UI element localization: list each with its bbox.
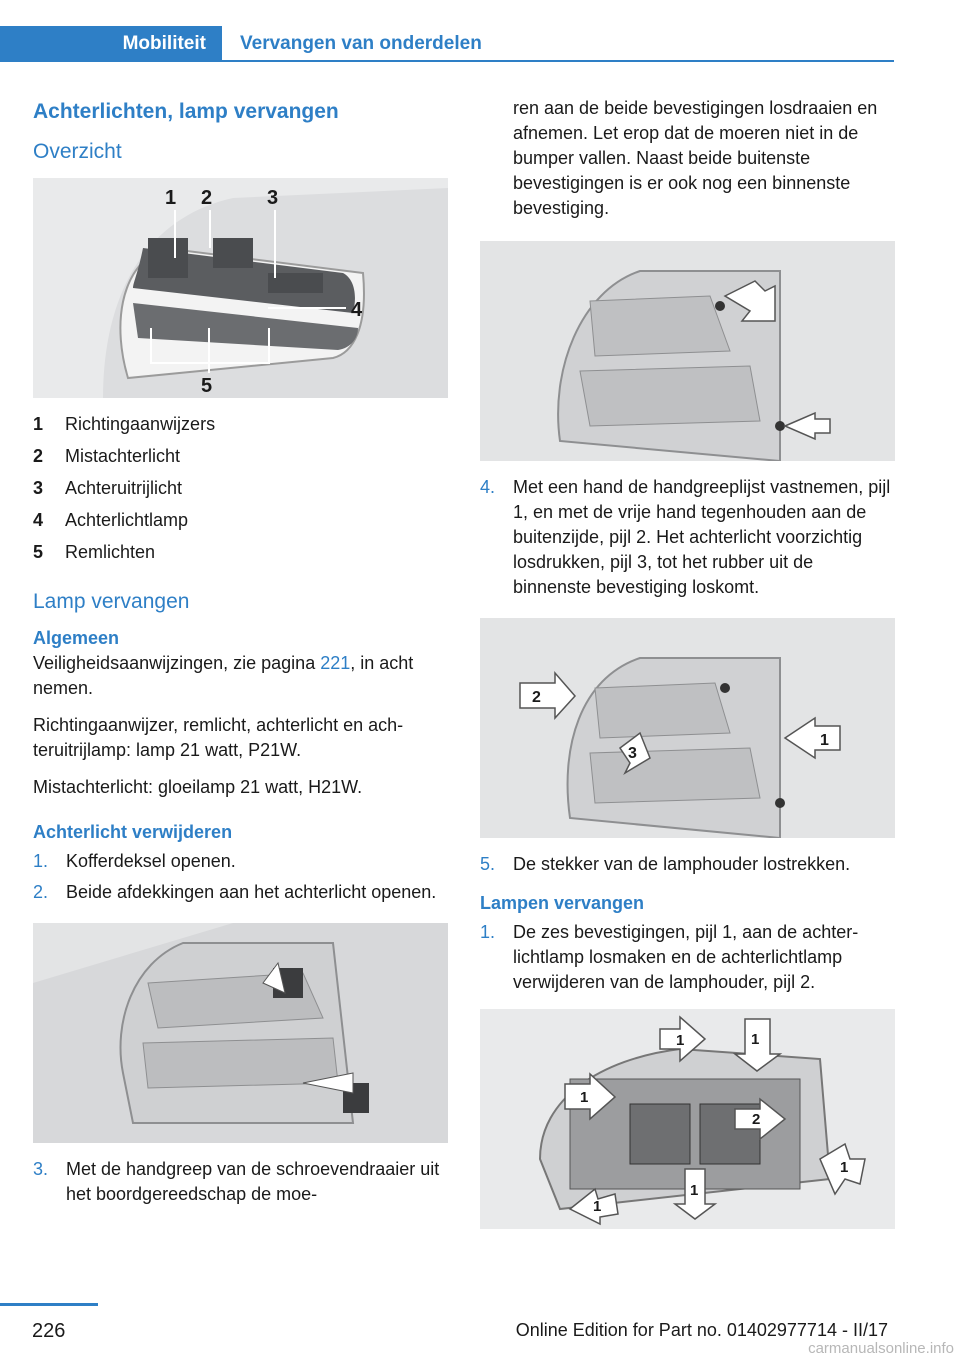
callout-1: 1 [580, 1089, 589, 1106]
callout-1: 1 [690, 1182, 699, 1199]
section-heading: Achterlichten, lamp vervangen [33, 100, 339, 123]
cover-figure [33, 923, 448, 1143]
callout-4: 4 [351, 299, 363, 321]
remove-heading: Achterlicht verwijderen [33, 822, 233, 842]
legend-item: 3 Achteruitrijlicht [33, 478, 183, 498]
cover-diagram [33, 923, 448, 1143]
legend-item: 1 Richtingaanwijzers [33, 414, 216, 434]
callout-1: 1 [593, 1198, 602, 1215]
overview-heading: Overzicht [33, 140, 122, 163]
legend-item: 4 Achterlichtlamp [33, 510, 189, 530]
callout-3: 3 [628, 745, 637, 762]
page-link[interactable]: 221 [320, 653, 351, 673]
step-item: 3. Met de handgreep van de schroevendraaier uit het boordgereedschap de moe- [33, 1159, 440, 1204]
lamp-heading: Lamp vervangen [33, 590, 190, 613]
callout-1: 1 [751, 1031, 760, 1048]
callout-1: 1 [676, 1032, 685, 1049]
general-heading: Algemeen [33, 628, 120, 648]
loosen-diagram [480, 618, 895, 838]
nut-diagram [480, 241, 895, 461]
left-column [33, 100, 448, 1213]
nut-figure [480, 241, 895, 461]
lampholder-diagram [480, 1009, 895, 1229]
legend-item: 5 Remlichten [33, 542, 156, 562]
step-list [33, 849, 448, 905]
callout-2: 2 [752, 1111, 761, 1128]
callout-1: 1 [165, 187, 177, 209]
callout-3: 3 [267, 187, 279, 209]
step-item: 4. Met een hand de handgreeplijst vastnemen, pijl 1, en met de vrije hand tegenhouden aan de buitenzijde, pijl 2. Het achterlicht voorzichtig losdrukken, pijl 3, tot het rubber uit de binnenste bevestiging loskomt. [480, 477, 891, 597]
step-item: 2. Beide afdekkingen aan het achterlicht openen. [33, 882, 437, 902]
page-number: 226 [32, 1320, 66, 1342]
callout-1: 1 [820, 732, 829, 749]
page-header [0, 0, 960, 62]
callout-5: 5 [201, 375, 213, 397]
lampholder-figure [480, 1009, 895, 1229]
edition-note: Online Edition for Part no. 01402977714 - II/17 [515, 1320, 888, 1340]
callout-2: 2 [532, 689, 541, 706]
legend-item: 2 Mistachterlicht [33, 446, 181, 466]
legend-list [33, 408, 448, 568]
right-column [480, 100, 895, 1229]
taillight-diagram [33, 178, 448, 398]
bulb-spec-paragraph: Richtingaanwijzer, remlicht, achterlicht en achteruitrijlamp: lamp 21 watt, P21W. [33, 715, 404, 760]
safety-paragraph: Veiligheidsaanwijzingen, zie pagina 221, in acht nemen. [33, 653, 414, 698]
step-item: 1. De zes bevestigingen, pijl 1, aan de achterlichtlamp losmaken en de achterlichtlamp verwijderen van de lamphouder, pijl 2. [480, 922, 859, 992]
callout-1: 1 [840, 1159, 849, 1176]
continuation-paragraph: ren aan de beide bevestigingen losdraaien en afnemen. Let erop dat de moeren niet in de bumper vallen. Naast beide buitenste bevestigingen is er ook nog een binnenste bevestiging. [513, 98, 878, 218]
chapter-title[interactable]: Vervangen van onderdelen [240, 33, 482, 54]
step-item: 1. Kofferdeksel openen. [33, 851, 236, 871]
callout-2: 2 [201, 187, 213, 209]
replace-heading: Lampen vervangen [480, 893, 645, 913]
step-item: 5. De stekker van de lamphouder lostrekken. [480, 854, 851, 874]
header-rule [222, 60, 894, 62]
watermark: carmanualsonline.info [808, 1340, 954, 1357]
fog-spec-paragraph: Mistachterlicht: gloeilamp 21 watt, H21W. [33, 777, 363, 797]
loosen-figure [480, 618, 895, 838]
taillight-overview-figure [33, 178, 448, 398]
section-tab[interactable]: Mobiliteit [0, 26, 222, 62]
footer-rule [0, 1303, 98, 1306]
